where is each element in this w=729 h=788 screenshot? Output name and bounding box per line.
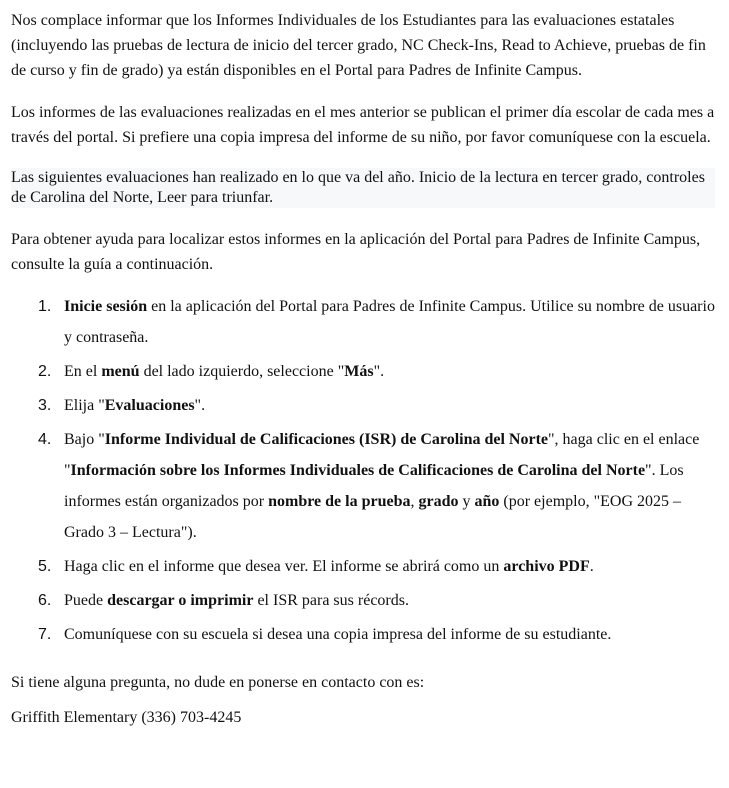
step-number: 2.: [38, 363, 52, 380]
step-number: 3.: [38, 397, 52, 414]
step-text: ", haga clic en el enlace ": [64, 431, 700, 479]
step-text: ". Los informes están organizados por: [64, 462, 684, 510]
step-bold-text: menú: [101, 363, 140, 380]
step-bold-text: Información sobre los Informes Individuales de Calificaciones de Carolina del Norte: [70, 462, 646, 479]
step-item: [11, 390, 719, 421]
step-bold-text: grado: [418, 493, 459, 510]
steps-list: [11, 291, 718, 650]
step-text: Puede: [64, 592, 108, 609]
step-text: ,: [410, 493, 419, 510]
step-number: 6.: [38, 592, 52, 609]
step-bold-text: Inicie sesión: [64, 298, 148, 315]
step-bold-text: año: [474, 493, 500, 510]
step-item: [11, 585, 719, 616]
step-item: [11, 356, 719, 387]
question-paragraph: Si tiene alguna pregunta, no dude en ponerse en contacto con es:: [11, 674, 425, 691]
step-bold-text: nombre de la prueba: [268, 493, 411, 510]
step-text: Comuníquese con su escuela si desea una copia impresa del informe de su estudiante.: [64, 626, 612, 643]
step-text: Bajo ": [64, 431, 105, 448]
step-text: el ISR para sus récords.: [253, 592, 409, 609]
help-paragraph: Para obtener ayuda para localizar estos informes en la aplicación del Portal para Padres de Infinite Campus, consulte la guía a continuación.: [11, 231, 701, 273]
step-bold-text: Más: [344, 363, 374, 380]
step-item: [11, 619, 719, 650]
intro-paragraph: Nos complace informar que los Informes Individuales de los Estudiantes para las evaluaciones estatales (incluyendo las pruebas de lectura de inicio del tercer grado, NC Check-Ins, Read to Achieve, pruebas de fin de curso y fin de grado) ya están disponibles en el Portal para Padres de Infinite Campus.: [11, 12, 706, 79]
step-text: En el: [64, 363, 102, 380]
step-bold-text: Evaluaciones: [104, 397, 195, 414]
step-text: (por ejemplo, "EOG 2025 – Grado 3 – Lectura").: [64, 493, 681, 541]
step-number: 5.: [38, 558, 52, 575]
step-number: 7.: [38, 626, 52, 643]
step-text: ".: [194, 397, 206, 414]
step-bold-text: Informe Individual de Calificaciones (ISR) de Carolina del Norte: [104, 431, 549, 448]
assessments-note: [11, 168, 715, 208]
step-text: y: [458, 493, 475, 510]
publish-paragraph: Los informes de las evaluaciones realizadas en el mes anterior se publican el primer día escolar de cada mes a través del portal. Si prefiere una copia impresa del informe de su niño, por favor comuníquese con la escuela.: [11, 104, 715, 146]
step-number: 4.: [38, 431, 52, 448]
assessments-note-text: Las siguientes evaluaciones han realizado en lo que va del año. Inicio de la lectura en tercer grado, controles de Carolina del Norte, Leer para triunfar.: [11, 169, 705, 206]
step-text: Elija ": [64, 397, 105, 414]
contact-line: Griffith Elementary (336) 703-4245: [11, 709, 242, 726]
step-bold-text: descargar o imprimir: [107, 592, 254, 609]
step-item: [11, 424, 719, 548]
step-item: [11, 551, 719, 582]
step-bold-text: archivo PDF: [503, 558, 590, 575]
step-text: .: [589, 558, 594, 575]
step-number: 1.: [38, 298, 52, 315]
step-text: Haga clic en el informe que desea ver. El informe se abrirá como un: [64, 558, 504, 575]
step-text: ".: [373, 363, 385, 380]
step-text: del lado izquierdo, seleccione ": [139, 363, 345, 380]
step-text: en la aplicación del Portal para Padres de Infinite Campus. Utilice su nombre de usuario y contraseña.: [64, 298, 715, 346]
step-item: [11, 291, 719, 353]
